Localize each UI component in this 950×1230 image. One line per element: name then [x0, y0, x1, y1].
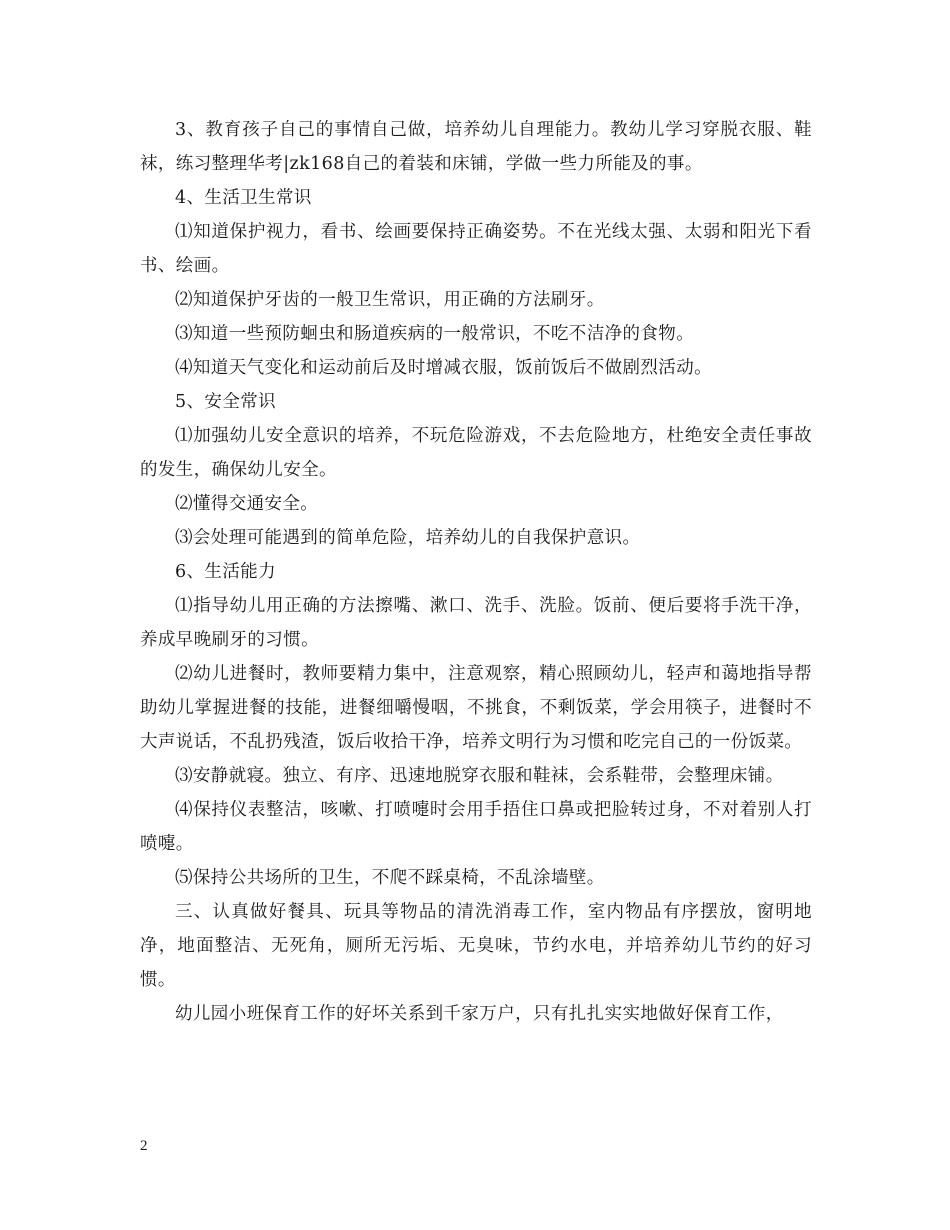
paragraph-traffic-safety: ⑵懂得交通安全。 [175, 494, 319, 514]
paragraph-meals: ⑵幼儿进餐时，教师要精力集中，注意观察，精心照顾幼儿，轻声和蔼地指导帮助幼儿掌握进餐的技能，进餐细嚼慢咽，不挑食，不剩饭菜，学会用筷子，进餐时不大声说话，不乱扔残渣，饭后收拾干净，培养文明行为习惯和吃完自己的一份饭菜。 [140, 664, 812, 752]
heading-hygiene-knowledge: 4、生活卫生常识 [175, 188, 312, 208]
paragraph-disinfection: 三、认真做好餐具、玩具等物品的清洗消毒工作，室内物品有序摆放，窗明地净，地面整洁、无死角，厕所无污垢、无臭味，节约水电，并培养幼儿节约的好习惯。 [140, 902, 812, 990]
paragraph-disease-prevention: ⑶知道一些预防蛔虫和肠道疾病的一般常识，不吃不洁净的食物。 [175, 324, 695, 344]
paragraph-washing: ⑴指导幼儿用正确的方法擦嘴、漱口、洗手、洗脸。饭前、便后要将手洗干净，养成早晚刷牙的习惯。 [140, 596, 812, 650]
paragraph-self-protection: ⑶会处理可能遇到的简单危险，培养幼儿的自我保护意识。 [175, 528, 641, 548]
paragraph-self-care: 3、教育孩子自己的事情自己做，培养幼儿自理能力。教幼儿学习穿脱衣服、鞋袜，练习整理华考|zk168自己的着装和床铺，学做一些力所能及的事。 [140, 120, 812, 174]
paragraph-public-hygiene: ⑸保持公共场所的卫生，不爬不踩桌椅，不乱涂墙壁。 [175, 868, 605, 888]
paragraph-safety-awareness: ⑴加强幼儿安全意识的培养，不玩危险游戏，不去危险地方，杜绝安全责任事故的发生，确保幼儿安全。 [140, 426, 812, 480]
page-number: 2 [140, 1138, 148, 1154]
heading-life-skills: 6、生活能力 [175, 562, 277, 582]
paragraph-appearance: ⑷保持仪表整洁，咳嗽、打喷嚏时会用手捂住口鼻或把脸转过身，不对着别人打喷嚏。 [140, 800, 812, 854]
paragraph-weather-clothing: ⑷知道天气变化和运动前后及时增减衣服，饭前饭后不做剧烈活动。 [175, 358, 712, 378]
paragraph-sleep: ⑶安静就寝。独立、有序、迅速地脱穿衣服和鞋袜，会系鞋带，会整理床铺。 [175, 766, 784, 786]
heading-safety-knowledge: 5、安全常识 [175, 392, 277, 412]
paragraph-teeth: ⑵知道保护牙齿的一般卫生常识，用正确的方法刷牙。 [175, 290, 605, 310]
paragraph-conclusion: 幼儿园小班保育工作的好坏关系到千家万户，只有扎扎实实地做好保育工作， [175, 1004, 784, 1024]
document-body [140, 113, 812, 1031]
paragraph-eyesight: ⑴知道保护视力，看书、绘画要保持正确姿势。不在光线太强、太弱和阳光下看书、绘画。 [140, 222, 812, 276]
